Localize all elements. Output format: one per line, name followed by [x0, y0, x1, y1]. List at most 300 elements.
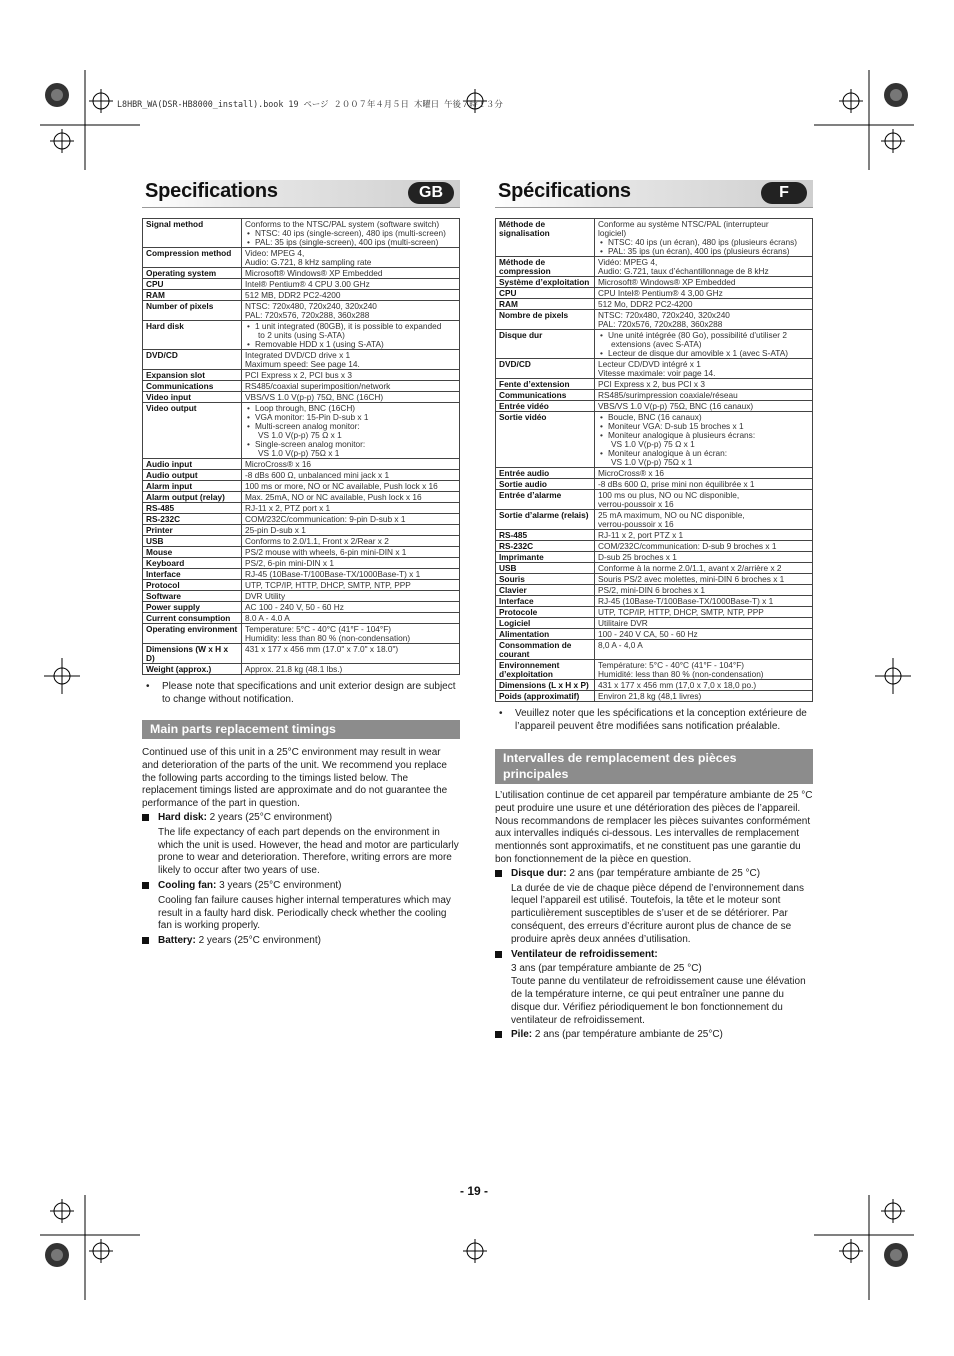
spec-key: Number of pixels [143, 301, 242, 321]
spec-value [242, 547, 460, 558]
spec-value [242, 470, 460, 481]
spec-value-line: MicroCross® x 16 [598, 468, 665, 478]
spec-value-line: VBS/VS 1.0 V(p-p) 75Ω, BNC (16CH) [245, 392, 384, 402]
spec-value-line: verrou-poussoir x 16 [598, 499, 674, 509]
spec-value-line: -8 dBs 600 Ω, prise mini non équilibrée x 1 [598, 479, 755, 489]
spec-row [496, 359, 813, 379]
spec-value [242, 403, 460, 459]
replacement-item-value: 2 ans (par température ambiante de 25°C) [532, 1029, 723, 1041]
spec-row [143, 248, 460, 268]
spec-key: Keyboard [143, 558, 242, 569]
spec-row [496, 660, 813, 680]
spec-value-line: RJ-11 x 2, port PTZ x 1 [598, 530, 684, 540]
spec-value [595, 277, 813, 288]
spec-row [143, 219, 460, 248]
title-bar-english [142, 180, 460, 208]
spec-value-line: Maximum speed: See page 14. [245, 359, 360, 369]
spec-value [595, 479, 813, 490]
spec-note-english: • Please note that specifications and unit exterior design are subject to change without notification. [142, 681, 460, 706]
spec-value-line: Humidité: less than 80 % (non-condensation) [598, 669, 764, 679]
replacement-item-value: 2 years (25°C environment) [195, 935, 321, 947]
spec-row [143, 525, 460, 536]
spec-value-line: NTSC: 720x480, 720x240, 320x240 [245, 301, 377, 311]
square-bullet-icon [495, 870, 502, 877]
page-number: - 19 - [460, 1184, 489, 1198]
spec-key: Sortie vidéo [496, 412, 595, 468]
spec-value-line: UTP, TCP/IP, HTTP, DHCP, SMTP, NTP, PPP [245, 580, 411, 590]
spec-value [242, 370, 460, 381]
spec-value-line: PS/2, 6-pin mini-DIN x 1 [245, 558, 334, 568]
language-badge-gb: GB [408, 182, 454, 204]
spec-row [496, 596, 813, 607]
spec-row [143, 370, 460, 381]
replacement-item-description: Cooling fan failure causes higher internal temperatures which may result in a faulty hard disk. Periodically check whether the cooling fan is working properly. [158, 894, 451, 932]
spec-key: Fente d’extension [496, 379, 595, 390]
spec-value [595, 412, 813, 468]
spec-value-line: Souris PS/2 avec molettes, mini-DIN 6 broches x 1 [598, 574, 785, 584]
spec-value [595, 618, 813, 629]
spec-key: Audio input [143, 459, 242, 470]
spec-row [143, 321, 460, 350]
spec-key: Audio output [143, 470, 242, 481]
spec-key: Clavier [496, 585, 595, 596]
spec-value [595, 629, 813, 640]
spec-key: RAM [143, 290, 242, 301]
spec-value-line: Conforme à la norme 2.0/1.1, avant x 2/arrière x 2 [598, 563, 782, 573]
spec-row [143, 290, 460, 301]
spec-key: Entrée vidéo [496, 401, 595, 412]
spec-value [242, 591, 460, 602]
spec-value [242, 569, 460, 580]
spec-value-line: Humidity: less than 80 % (non-condensation) [245, 633, 411, 643]
spec-value-line: 100 ms ou plus, NO ou NC disponible, [598, 490, 740, 500]
language-badge-f: F [761, 182, 807, 204]
spec-key: Communications [143, 381, 242, 392]
spec-value [595, 660, 813, 680]
spec-key: Printer [143, 525, 242, 536]
square-bullet-icon [495, 951, 502, 958]
spec-value-bullet: • Moniteur analogique à un écran: [598, 449, 810, 458]
spec-value [595, 330, 813, 359]
print-header-line: L8HBR_WA(DSR-HB8000_install).book 19 ページ ２００７年４月５日 木曜日 午後７時１３分 [117, 99, 503, 109]
spec-value-line: 512 Mo, DDR2 PC2-4200 [598, 299, 693, 309]
spec-row [143, 481, 460, 492]
spec-row [496, 330, 813, 359]
spec-key: Nombre de pixels [496, 310, 595, 330]
spec-value-line: COM/232C/communication: 9-pin D-sub x 1 [245, 514, 406, 524]
spec-value-line: 431 x 177 x 456 mm (17,0 x 7,0 x 18,0 po.) [598, 680, 757, 690]
spec-value [242, 644, 460, 664]
spec-row [143, 392, 460, 403]
spec-value [595, 219, 813, 257]
spec-row [143, 279, 460, 290]
spec-value [595, 468, 813, 479]
spec-value [595, 552, 813, 563]
replacement-item [142, 812, 460, 825]
spec-value-bullet: • Moniteur VGA: D-sub 15 broches x 1 [598, 422, 810, 431]
replacement-item-value: 2 years (25°C environment) [206, 811, 333, 823]
spec-value-line: Environ 21,8 kg (48,1 livres) [598, 691, 702, 701]
spec-key: RS-232C [496, 541, 595, 552]
spec-key: Weight (approx.) [143, 664, 242, 675]
spec-value-bullet: VS 1.0 V(p-p) 75 Ω x 1 [611, 439, 695, 449]
spec-key: Alarm input [143, 481, 242, 492]
spec-value [242, 350, 460, 370]
spec-row [496, 574, 813, 585]
spec-value-bullet: • Boucle, BNC (16 canaux) [598, 413, 810, 422]
replacement-item [495, 868, 813, 881]
spec-value-line: PS/2 mouse with wheels, 6-pin mini-DIN x 1 [245, 547, 407, 557]
spec-row [496, 585, 813, 596]
spec-row [496, 379, 813, 390]
spec-row [143, 536, 460, 547]
spec-value-line: COM/232C/communication: D-sub 9 broches x 1 [598, 541, 777, 551]
spec-value [242, 580, 460, 591]
spec-row [496, 629, 813, 640]
spec-value-line: logiciel) [598, 228, 627, 238]
spec-key: Entrée d’alarme [496, 490, 595, 510]
spec-value-line: RS485/coaxial superimposition/network [245, 381, 391, 391]
spec-row [143, 268, 460, 279]
spec-value-bullet: to 2 units (using S-ATA) [258, 330, 345, 340]
square-bullet-icon [142, 814, 149, 821]
spec-value [242, 613, 460, 624]
spec-row [143, 301, 460, 321]
spec-value [242, 279, 460, 290]
spec-key: Dimensions (L x H x P) [496, 680, 595, 691]
spec-key: Imprimante [496, 552, 595, 563]
spec-key: USB [496, 563, 595, 574]
spec-row [143, 602, 460, 613]
spec-value-bullet: • Loop through, BNC (16CH) [245, 404, 457, 413]
spec-value-line: 25-pin D-sub x 1 [245, 525, 306, 535]
spec-row [143, 514, 460, 525]
spec-row [496, 490, 813, 510]
spec-value [595, 257, 813, 277]
spec-key: Souris [496, 574, 595, 585]
spec-key: Video input [143, 392, 242, 403]
spec-key: Signal method [143, 219, 242, 248]
spec-row [143, 403, 460, 459]
square-bullet-icon [142, 937, 149, 944]
spec-value [595, 563, 813, 574]
spec-key: Hard disk [143, 321, 242, 350]
spec-key: Méthode de signalisation [496, 219, 595, 257]
spec-value-line: 512 MB, DDR2 PC2-4200 [245, 290, 341, 300]
spec-value [595, 541, 813, 552]
spec-key: Compression method [143, 248, 242, 268]
spec-value [595, 530, 813, 541]
spec-value-bullet: • Moniteur analogique à plusieurs écrans: [598, 431, 810, 440]
spec-key: Disque dur [496, 330, 595, 359]
spec-value [242, 459, 460, 470]
spec-value [595, 691, 813, 702]
spec-key: RAM [496, 299, 595, 310]
spec-value-line: VBS/VS 1.0 V(p-p) 75Ω, BNC (16 canaux) [598, 401, 754, 411]
spec-value-line: RS485/surimpression coaxiale/réseau [598, 390, 738, 400]
replacement-list-english [142, 812, 460, 948]
spec-value-line: Microsoft® Windows® XP Embedded [245, 268, 383, 278]
spec-value-line: RJ-45 (10Base-T/100Base-TX/1000Base-T) x 1 [245, 569, 421, 579]
spec-value [242, 268, 460, 279]
spec-row [496, 390, 813, 401]
spec-key: Entrée audio [496, 468, 595, 479]
spec-key: Video output [143, 403, 242, 459]
spec-value-line: Vitesse maximale: voir page 14. [598, 368, 716, 378]
spec-row [496, 607, 813, 618]
spec-key: RS-232C [143, 514, 242, 525]
spec-row [496, 640, 813, 660]
spec-value-line: 25 mA maximum, NO ou NC disponible, [598, 510, 745, 520]
spec-value-line: PCI Express x 2, PCI bus x 3 [245, 370, 352, 380]
spec-value [595, 299, 813, 310]
spec-value [595, 680, 813, 691]
spec-value-line: RJ-45 (10Base-T/100Base-TX/1000Base-T) x 1 [598, 596, 774, 606]
spec-key: Software [143, 591, 242, 602]
spec-value-bullet: VS 1.0 V(p-p) 75 Ω x 1 [258, 430, 342, 440]
spec-value-line: -8 dBs 600 Ω, unbalanced mini jack x 1 [245, 470, 390, 480]
spec-key: Sortie d’alarme (relais) [496, 510, 595, 530]
spec-row [496, 618, 813, 629]
replacement-item-label: Cooling fan: [158, 879, 217, 891]
spec-row [143, 558, 460, 569]
spec-row [143, 503, 460, 514]
spec-key: DVD/CD [496, 359, 595, 379]
spec-value-line: PAL: 720x576, 720x288, 360x288 [598, 319, 723, 329]
spec-row [143, 470, 460, 481]
spec-value-line: UTP, TCP/IP, HTTP, DHCP, SMTP, NTP, PPP [598, 607, 764, 617]
spec-value [595, 288, 813, 299]
spec-key: RS-485 [143, 503, 242, 514]
spec-value-bullet: • NTSC: 40 ips (single-screen), 480 ips (multi-screen) [245, 229, 457, 238]
spec-row [496, 530, 813, 541]
spec-row [496, 412, 813, 468]
spec-value-line: Conforms to 2.0/1.1, Front x 2/Rear x 2 [245, 536, 389, 546]
spec-value-bullet: • PAL: 35 ips (un écran), 400 ips (plusieurs écrans) [598, 247, 810, 256]
replacement-item-description: 3 ans (par température ambiante de 25 °C) Toute panne du ventilateur de refroidissement cause une élévation de la température interne, ce qui peut entraîner une panne du disque dur. Vérifiez périodiquement le bon fonctionnement du ventilateur de refroidissement. [511, 963, 806, 1026]
spec-value-line: Audio: G.721, taux d’échantillonnage de 8 kHz [598, 266, 769, 276]
spec-value-bullet: VS 1.0 V(p-p) 75Ω x 1 [611, 457, 693, 467]
replacement-item-description: La durée de vie de chaque pièce dépend de l’environnement dans lequel l’appareil est utilisé. Toutefois, la tête et le moteur sont particulièrement susceptibles de s’user et de se détériorer. Par conséquent, des erreurs d’écriture auront plus de chance de se produire après deux années d’utilisation. [511, 882, 804, 945]
spec-value [242, 503, 460, 514]
spec-value-line: 100 ms or more, NO or NC available, Push lock x 16 [245, 481, 438, 491]
spec-key: Current consumption [143, 613, 242, 624]
spec-row [143, 381, 460, 392]
spec-row [143, 613, 460, 624]
spec-value [242, 492, 460, 503]
spec-value [595, 390, 813, 401]
spec-value-line: PAL: 720x576, 720x288, 360x288 [245, 310, 370, 320]
spec-row [143, 644, 460, 664]
spec-row [143, 492, 460, 503]
specifications-column-english [142, 180, 460, 948]
replacement-item-value: 2 ans (par température ambiante de 25 °C) [566, 867, 761, 879]
spec-key: Consommation de courant [496, 640, 595, 660]
spec-value-line: verrou-poussoir x 16 [598, 519, 674, 529]
spec-value-line: Vidéo: MPEG 4, [598, 257, 658, 267]
spec-row [496, 468, 813, 479]
spec-key: Protocol [143, 580, 242, 591]
spec-key: Alarm output (relay) [143, 492, 242, 503]
spec-row [496, 563, 813, 574]
specifications-column-french [495, 180, 813, 1042]
spec-key: Expansion slot [143, 370, 242, 381]
spec-value [242, 624, 460, 644]
spec-value-line: NTSC: 720x480, 720x240, 320x240 [598, 310, 730, 320]
spec-key: Operating environment [143, 624, 242, 644]
spec-key: Protocole [496, 607, 595, 618]
spec-value-line: Microsoft® Windows® XP Embedded [598, 277, 736, 287]
section-heading-english: Main parts replacement timings [142, 720, 460, 739]
spec-value [242, 481, 460, 492]
spec-row [496, 277, 813, 288]
spec-value-line: 100 - 240 V CA, 50 - 60 Hz [598, 629, 698, 639]
replacement-intro-english: Continued use of this unit in a 25°C environment may result in wear and deterioration of the parts of the unit. We recommend you replace the following parts according to the timings listed below. The replacement timings listed are approximate and do not guarantee the performance of the part in question. [142, 747, 448, 810]
replacement-item-label: Hard disk: [158, 811, 207, 823]
spec-value-line: Température: 5°C - 40°C (41°F - 104°F) [598, 660, 745, 670]
spec-value-line: AC 100 - 240 V, 50 - 60 Hz [245, 602, 344, 612]
replacement-item-label: Battery: [158, 935, 196, 947]
spec-value [242, 381, 460, 392]
spec-key: Mouse [143, 547, 242, 558]
spec-value-line: MicroCross® x 16 [245, 459, 312, 469]
spec-row [143, 580, 460, 591]
spec-table-french [495, 218, 813, 702]
spec-value-bullet: • PAL: 35 ips (single-screen), 400 ips (multi-screen) [245, 238, 457, 247]
spec-value [242, 219, 460, 248]
spec-key: CPU [143, 279, 242, 290]
spec-value-line: Integrated DVD/CD drive x 1 [245, 350, 351, 360]
spec-value [242, 321, 460, 350]
spec-value [242, 558, 460, 569]
spec-value [242, 664, 460, 675]
spec-value-bullet: • 1 unit integrated (80GB), it is possible to expanded [245, 322, 457, 331]
spec-row [496, 401, 813, 412]
spec-value-bullet: • Une unité intégrée (80 Go), possibilité d’utiliser 2 [598, 331, 810, 340]
page-title-english: Specifications [145, 180, 278, 202]
spec-key: RS-485 [496, 530, 595, 541]
spec-value [595, 607, 813, 618]
spec-note-french: • Veuillez noter que les spécifications et la conception extérieure de l’appareil peuvent être modifiées sans notification préalable. [495, 708, 813, 733]
spec-row [143, 664, 460, 675]
replacement-item-label: Pile: [511, 1029, 533, 1041]
spec-row [143, 350, 460, 370]
spec-row [496, 310, 813, 330]
spec-row [143, 569, 460, 580]
spec-value-line: 8.0 A - 4.0 A [245, 613, 290, 623]
spec-value-line: Audio: G.721, 8 kHz sampling rate [245, 257, 372, 267]
spec-table-english [142, 218, 460, 675]
spec-key: Communications [496, 390, 595, 401]
spec-value [595, 401, 813, 412]
spec-row [496, 541, 813, 552]
spec-value-line: Lecteur CD/DVD intégré x 1 [598, 359, 701, 369]
spec-value-bullet: • NTSC: 40 ips (un écran), 480 ips (plusieurs écrans) [598, 238, 810, 247]
spec-value-line: Utilitaire DVR [598, 618, 648, 628]
spec-value-line: RJ-11 x 2, PTZ port x 1 [245, 503, 331, 513]
spec-value [242, 392, 460, 403]
spec-value [242, 602, 460, 613]
spec-value [595, 379, 813, 390]
spec-row [496, 288, 813, 299]
replacement-item-label: Disque dur: [511, 867, 567, 879]
spec-row [143, 624, 460, 644]
spec-value-line: CPU Intel® Pentium® 4 3,00 GHz [598, 288, 723, 298]
square-bullet-icon [142, 882, 149, 889]
spec-value [242, 525, 460, 536]
spec-key: Interface [496, 596, 595, 607]
spec-value [595, 510, 813, 530]
spec-value-line: Approx. 21.8 kg (48.1 lbs.) [245, 664, 343, 674]
spec-key: Dimensions (W x H x D) [143, 644, 242, 664]
spec-value [595, 596, 813, 607]
replacement-item [495, 1029, 813, 1042]
title-bar-french [495, 180, 813, 208]
spec-key: DVD/CD [143, 350, 242, 370]
spec-value [595, 490, 813, 510]
section-heading-french: Intervalles de remplacement des pièces principales [495, 749, 813, 784]
spec-value-line: 8,0 A - 4,0 A [598, 640, 643, 650]
spec-value-line: Conforme au système NTSC/PAL (interrupteur [598, 219, 769, 229]
spec-row [143, 547, 460, 558]
spec-value [242, 536, 460, 547]
spec-value-bullet: • Removable HDD x 1 (using S-ATA) [245, 340, 457, 349]
spec-row [496, 479, 813, 490]
replacement-item [142, 935, 460, 948]
replacement-intro-french: L’utilisation continue de cet appareil par température ambiante de 25 °C peut produire une usure et une détérioration des pièces de l’appareil. Nous recommandons de remplacer les pièces suivantes conformément aux intervalles indiqués ci-dessous. Les intervalles de remplacement mentionnés sont approximatifs, et ne constituent pas une garantie du bon fonctionnement de la pièce en question. [495, 790, 813, 865]
replacement-list-french [495, 868, 813, 1042]
spec-value [242, 290, 460, 301]
spec-value-line: DVR Utility [245, 591, 286, 601]
spec-value [595, 585, 813, 596]
spec-row [143, 459, 460, 470]
spec-value [242, 248, 460, 268]
replacement-item [495, 949, 813, 962]
spec-value-line: 431 x 177 x 456 mm (17.0" x 7.0" x 18.0") [245, 644, 399, 654]
replacement-item-label: Ventilateur de refroidissement: [511, 948, 658, 960]
spec-value-line: D-sub 25 broches x 1 [598, 552, 677, 562]
spec-value-line: Max. 25mA, NO or NC available, Push lock x 16 [245, 492, 422, 502]
spec-value-line: Temperature: 5°C - 40°C (41°F - 104°F) [245, 624, 392, 634]
replacement-item [142, 880, 460, 893]
spec-value-bullet: • Lecteur de disque dur amovible x 1 (avec S-ATA) [598, 349, 810, 358]
spec-value-bullet: VS 1.0 V(p-p) 75Ω x 1 [258, 448, 340, 458]
spec-value-bullet: • VGA monitor: 15-Pin D-sub x 1 [245, 413, 457, 422]
spec-key: Poids (approximatif) [496, 691, 595, 702]
spec-key: Système d’exploitation [496, 277, 595, 288]
spec-key: Power supply [143, 602, 242, 613]
spec-row [143, 591, 460, 602]
spec-value [242, 514, 460, 525]
spec-value [595, 574, 813, 585]
spec-value-line: PCI Express x 2, bus PCI x 3 [598, 379, 705, 389]
spec-key: Logiciel [496, 618, 595, 629]
spec-key: CPU [496, 288, 595, 299]
spec-row [496, 219, 813, 257]
spec-key: Méthode de compression [496, 257, 595, 277]
spec-key: Interface [143, 569, 242, 580]
replacement-item-description: The life expectancy of each part depends on the environment in which the unit is used. However, the head and motor are particularly prone to wear and deterioration. Therefore, writing errors are more likely to occur after two years of use. [158, 826, 459, 877]
spec-value-bullet: extensions (avec S-ATA) [611, 339, 702, 349]
spec-key: USB [143, 536, 242, 547]
spec-value [595, 359, 813, 379]
spec-key: Sortie audio [496, 479, 595, 490]
spec-value-line: Video: MPEG 4, [245, 248, 305, 258]
spec-value [242, 301, 460, 321]
spec-row [496, 299, 813, 310]
square-bullet-icon [495, 1031, 502, 1038]
page-title-french: Spécifications [498, 180, 631, 202]
